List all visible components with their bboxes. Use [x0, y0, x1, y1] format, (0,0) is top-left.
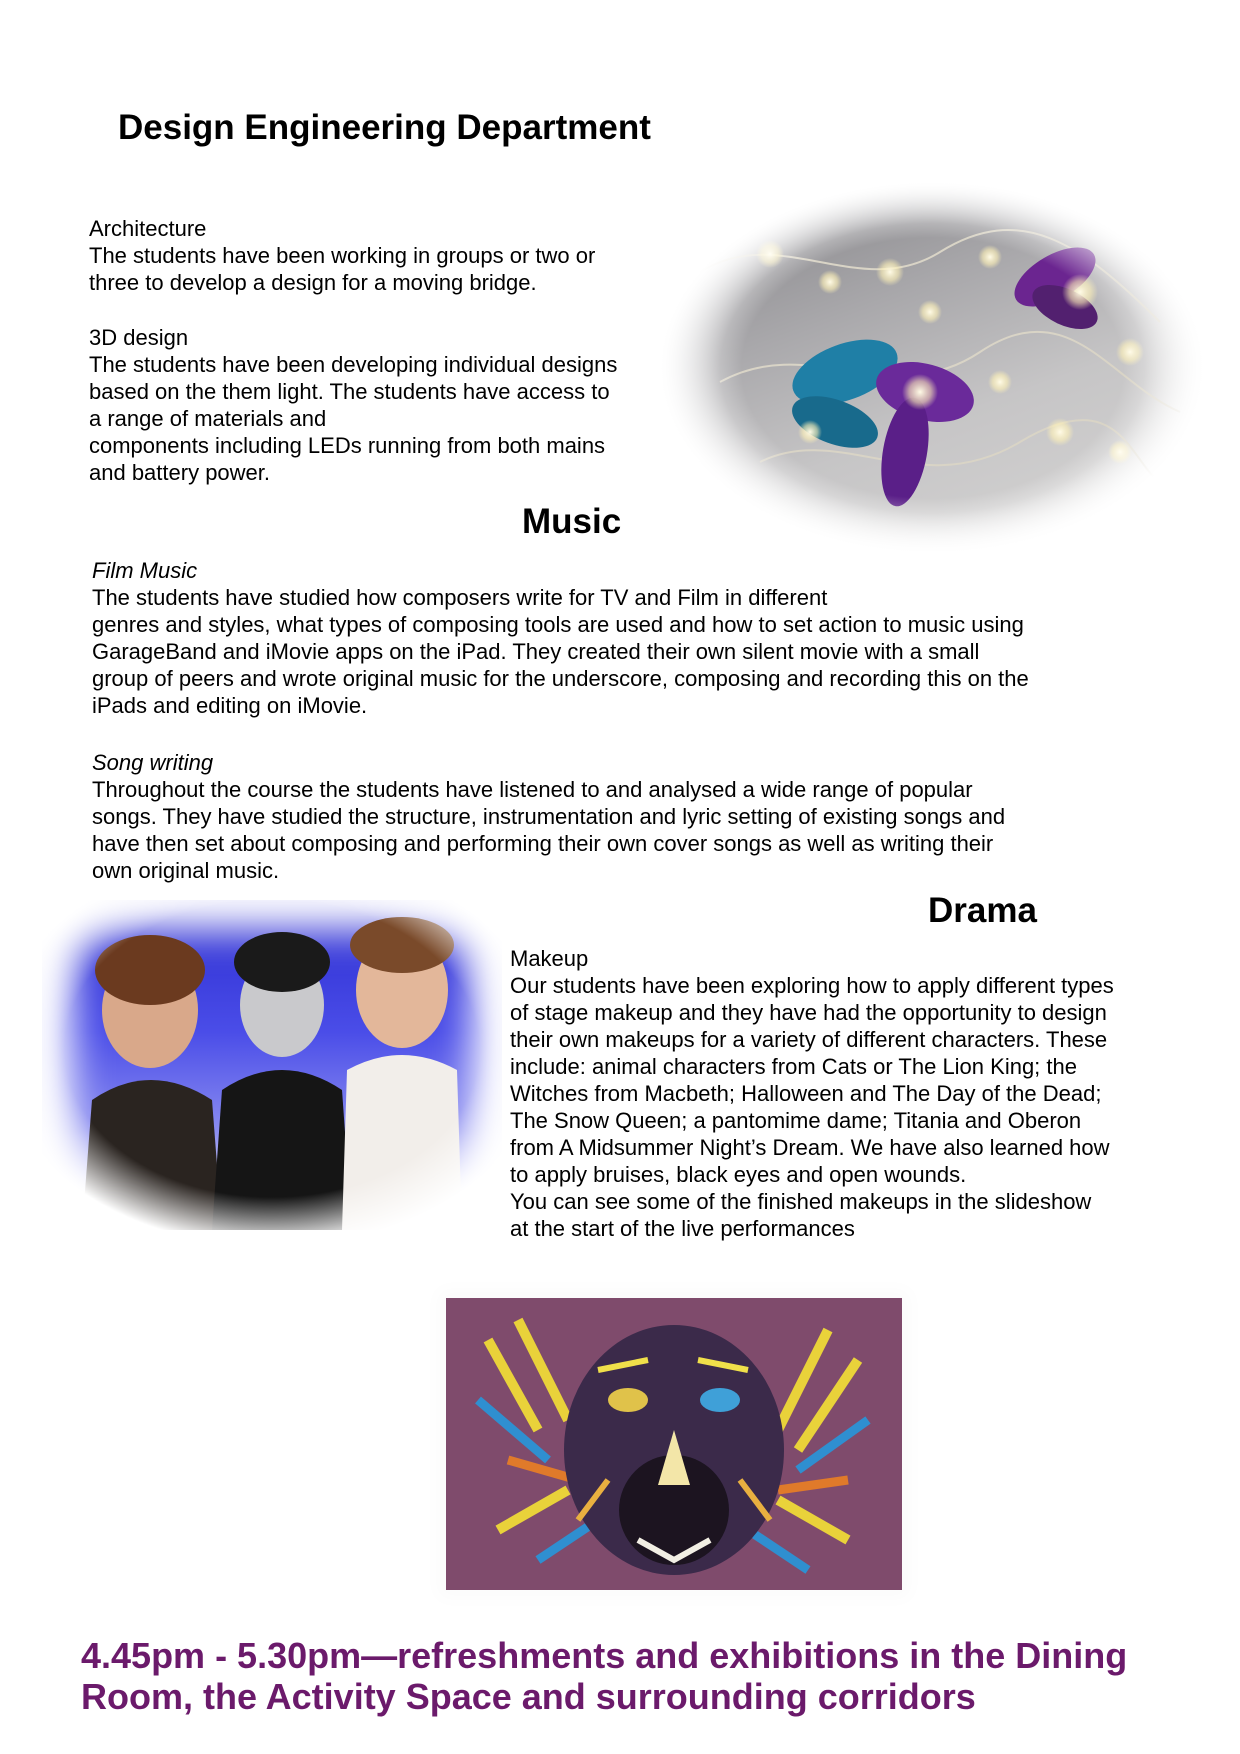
- music-title: Music: [522, 502, 622, 541]
- film-music-heading: Film Music: [92, 558, 198, 583]
- fairy-lights-illustration: [660, 182, 1205, 554]
- architecture-heading: Architecture: [89, 216, 207, 241]
- lion-print-illustration: [428, 1280, 920, 1608]
- film-music-text: The students have studied how composers write for TV and Film in different genres and styles, what types of composing tools are used and how to set action to music using GarageBand and iMovie apps on the iPad. They created their own silent movie with a small group of peers and wrote original music for the underscore, composing and recording this on the iPads and editing on iMovie.: [92, 585, 1029, 718]
- fairy-lights-photo: [660, 182, 1205, 554]
- design3d-text: The students have been developing individual designs based on the them light. The students have access to a range of materials and components including LEDs running from both mains and battery power.: [89, 352, 618, 485]
- page-title: Design Engineering Department: [118, 108, 651, 147]
- song-writing-heading: Song writing: [92, 750, 214, 775]
- song-writing-text: Throughout the course the students have listened to and analysed a wide range of popular songs. They have studied the structure, instrumentation and lyric setting of existing songs and have then set about composing and performing their own cover songs as well as writing their own original music.: [92, 777, 1006, 883]
- architecture-text: The students have been working in groups or two or three to develop a design for a moving bridge.: [89, 243, 596, 295]
- drama-students-photo: [42, 900, 502, 1230]
- drama-students-illustration: [42, 900, 502, 1230]
- makeup-heading: Makeup: [510, 946, 589, 971]
- footer-schedule: 4.45pm - 5.30pm—refreshments and exhibitions in the Dining Room, the Activity Space and surrounding corridors: [81, 1635, 1128, 1717]
- lion-print-photo: [428, 1280, 920, 1608]
- makeup-text: Our students have been exploring how to apply different types of stage makeup and they have had the opportunity to design their own makeups for a variety of different characters. These include: animal characters from Cats or The Lion King; the Witches from Macbeth; Halloween and The Day of the Dead; The Snow Queen; a pantomime dame; Titania and Oberon from A Midsummer Night’s Dream. We have also learned how to apply bruises, black eyes and open wounds. You can see some of the finished makeups in the slideshow at the start of the live performances: [510, 973, 1114, 1241]
- design3d-heading: 3D design: [89, 325, 189, 350]
- drama-title: Drama: [928, 891, 1037, 930]
